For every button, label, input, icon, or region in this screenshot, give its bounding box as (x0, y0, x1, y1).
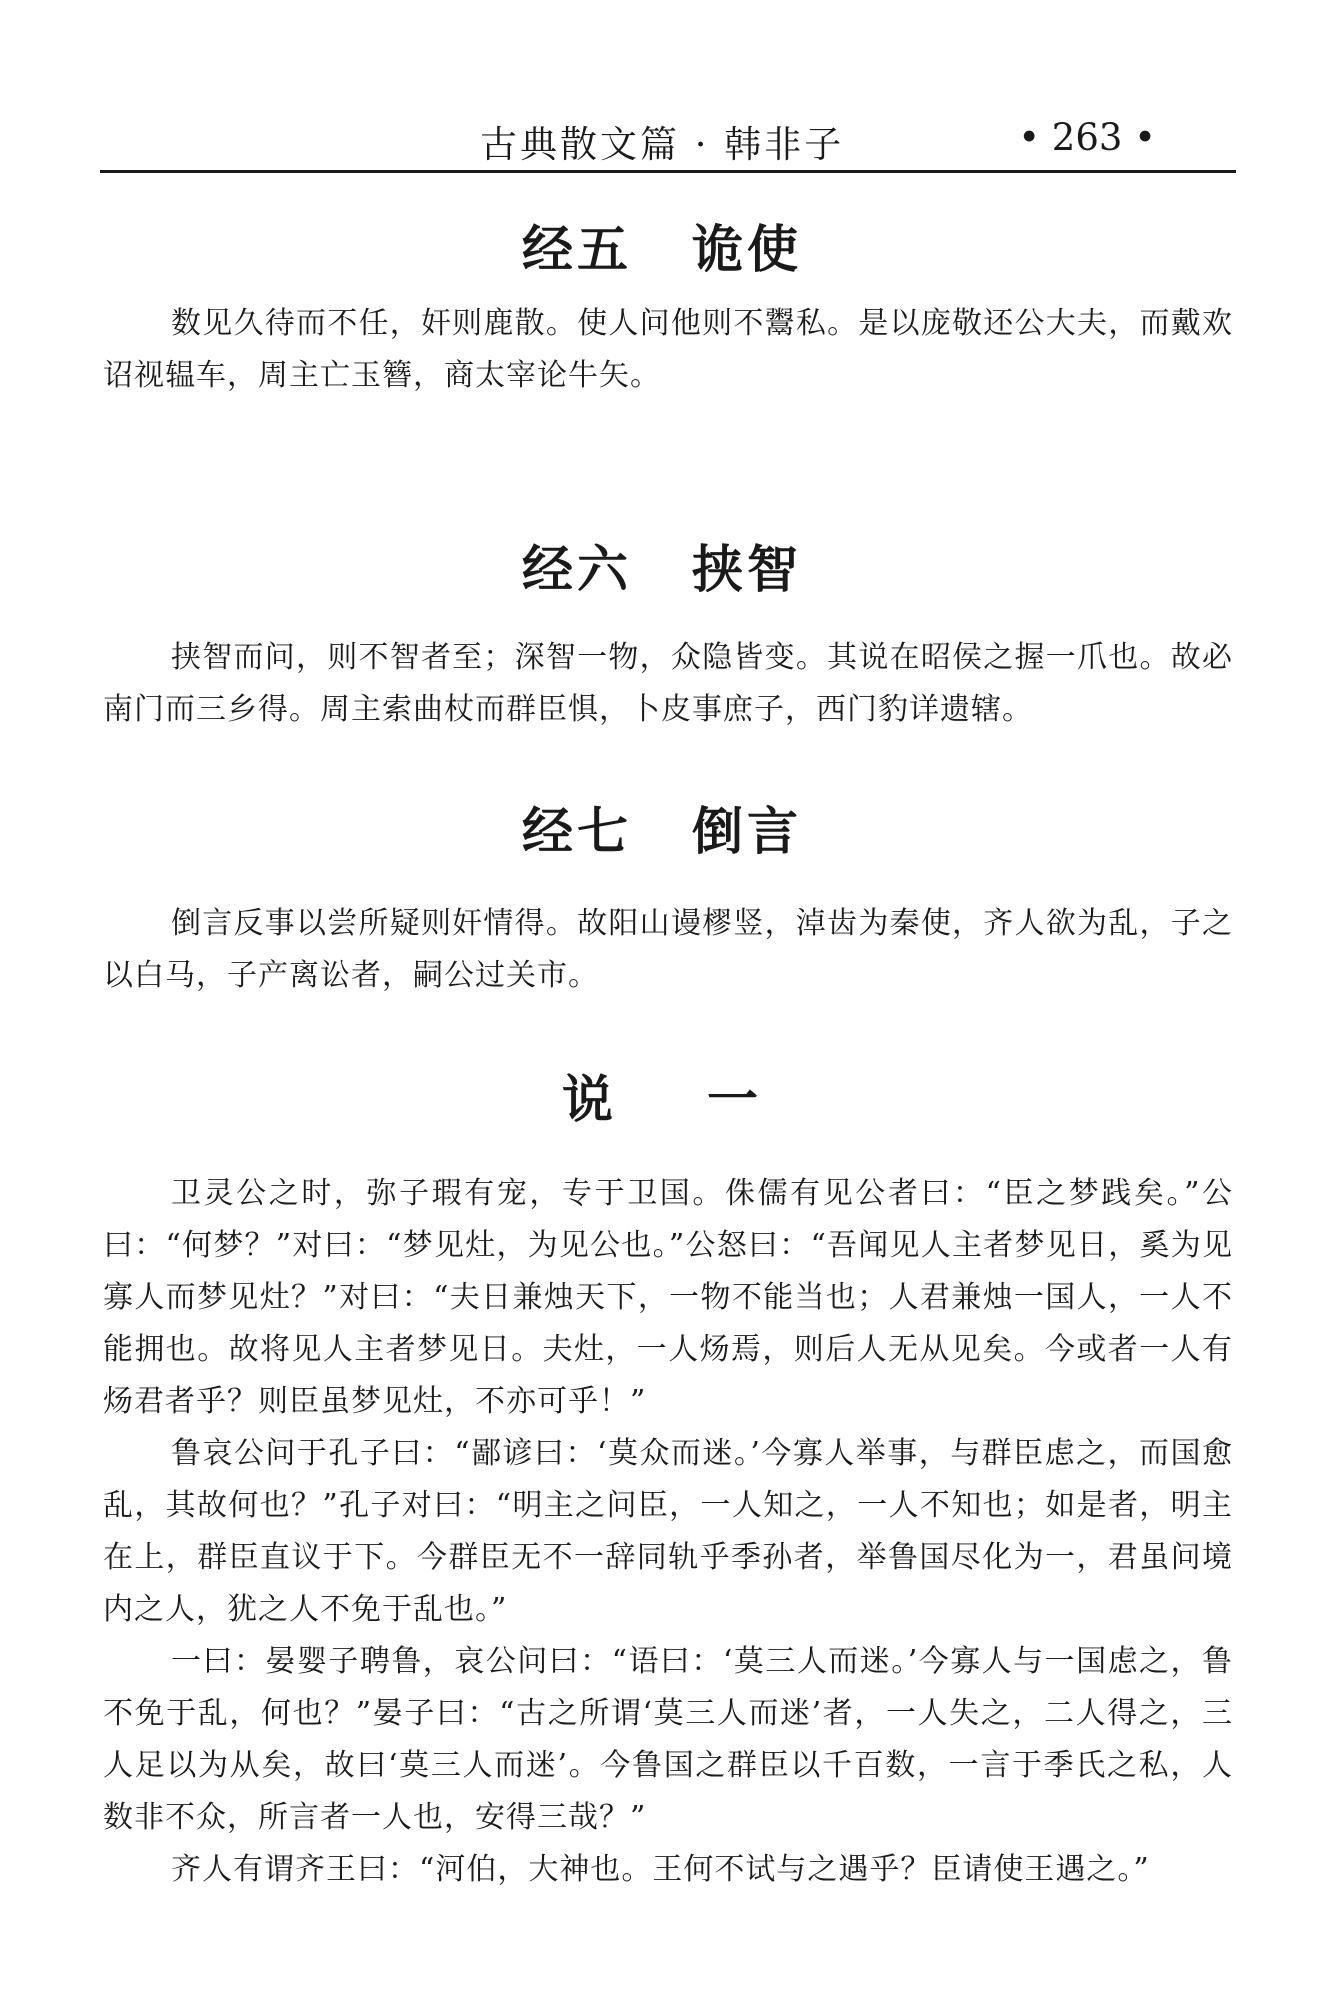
paragraph-jing7: 倒言反事以尝所疑则奸情得。故阳山谩樛竖，淖齿为秦使，齐人欲为乱，子之以白马，子产离讼者，嗣公过关市。 (103, 906, 1233, 993)
header-rule (100, 170, 1236, 173)
section-heading-shuo1: 说 一 (561, 1071, 763, 1130)
paragraph-jing6: 挟智而问，则不智者至；深智一物，众隐皆变。其说在昭侯之握一爪也。故必南门而三乡得。周主索曲杖而群臣惧，卜皮事庶子，西门豹详遗辖。 (103, 640, 1233, 727)
page-header (100, 104, 1236, 168)
section-heading-jing7: 经七 倒言 (521, 803, 803, 862)
paragraph-shuo1-2: 鲁哀公问于孔子曰：“鄙谚曰：‘莫众而迷。’今寡人举事，与群臣虑之，而国愈乱，其故何也？”孔子对曰：“明主之问臣，一人知之，一人不知也；如是者，明主在上，群臣直议于下。今群臣无不一辞同轨乎季孙者，举鲁国尽化为一，君虽问境内之人，犹之人不免于乱也。” (103, 1436, 1233, 1627)
page-number: • 263 • (1018, 116, 1156, 159)
section-heading-jing6: 经六 挟智 (521, 541, 803, 600)
paragraph-shuo1-3: 一曰：晏婴子聘鲁，哀公问曰：“语曰：‘莫三人而迷。’今寡人与一国虑之，鲁不免于乱，何也？”晏子曰：“古之所谓‘莫三人而迷’者，一人失之，二人得之，三人足以为从矣，故曰‘莫三人而迷’。今鲁国之群臣以千百数，一言于季氏之私，人数非不众，所言者一人也，安得三哉？” (103, 1644, 1233, 1835)
paragraph-jing5: 数见久待而不任，奸则鹿散。使人问他则不鬻私。是以庞敬还公大夫，而戴欢诏视辒车，周主亡玉簪，商太宰论牛矢。 (103, 306, 1233, 393)
running-title: 古典散文篇 · 韩非子 (480, 123, 845, 166)
section-heading-jing5: 经五 诡使 (521, 221, 803, 280)
paragraph-shuo1-1: 卫灵公之时，弥子瑕有宠，专于卫国。侏儒有见公者曰：“臣之梦践矣。”公曰：“何梦？”对曰：“梦见灶，为见公也。”公怒曰：“吾闻见人主者梦见日，奚为见寡人而梦见灶？”对曰：“夫日兼烛天下，一物不能当也；人君兼烛一国人，一人不能拥也。故将见人主者梦见日。夫灶，一人炀焉，则后人无从见矣。今或者一人有炀君者乎？则臣虽梦见灶，不亦可乎！” (103, 1176, 1233, 1419)
paragraph-shuo1-4: 齐人有谓齐王曰：“河伯，大神也。王何不试与之遇乎？臣请使王遇之。” (171, 1852, 1150, 1887)
